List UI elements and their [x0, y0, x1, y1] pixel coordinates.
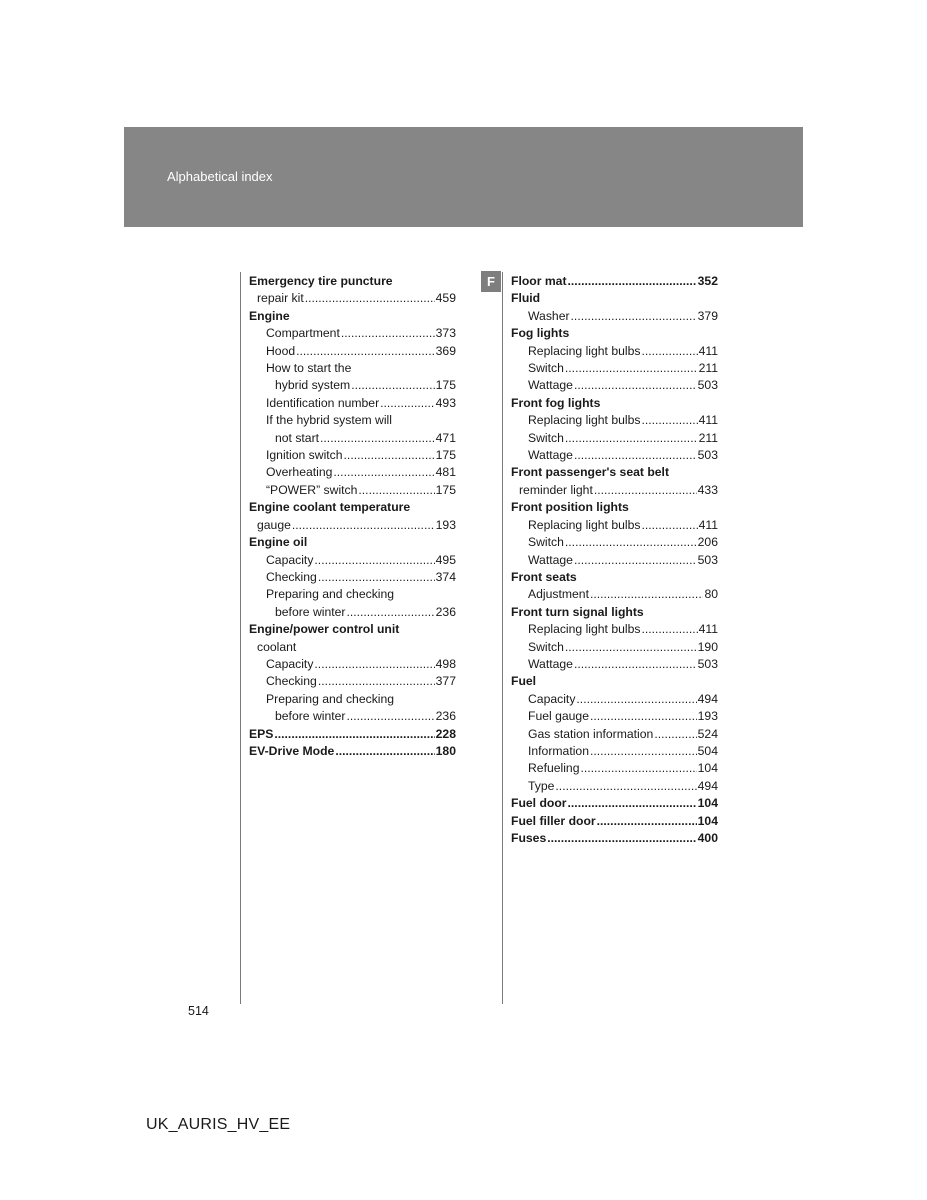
- index-term: Fuses: [511, 831, 547, 845]
- index-page-ref[interactable]: 400: [697, 831, 718, 845]
- dot-leader: [358, 482, 434, 499]
- dot-leader: [335, 743, 434, 760]
- index-term: Preparing and checking: [266, 587, 395, 602]
- index-term: EV-Drive Mode: [249, 743, 335, 758]
- index-term: hybrid system: [275, 378, 351, 393]
- index-term: Replacing light bulbs: [528, 413, 641, 428]
- index-term: Fluid: [511, 291, 541, 306]
- dot-leader: [590, 708, 697, 725]
- index-heading: [511, 673, 718, 690]
- index-subentry: [249, 673, 456, 690]
- index-subentry: [249, 552, 456, 569]
- index-page-ref[interactable]: 459: [435, 291, 456, 306]
- header-band: [124, 127, 803, 227]
- index-term: Checking: [266, 674, 317, 689]
- index-heading: [249, 273, 456, 290]
- index-heading: [511, 813, 718, 830]
- index-subentry: [511, 412, 718, 429]
- dot-leader: [574, 552, 697, 569]
- index-heading: [511, 569, 718, 586]
- index-term: Hood: [266, 343, 296, 358]
- index-subentry: [249, 569, 456, 586]
- index-term: “POWER” switch: [266, 482, 358, 497]
- index-page-ref[interactable]: 206: [697, 535, 718, 550]
- index-subentry: [511, 586, 718, 603]
- dot-leader: [581, 760, 697, 777]
- dot-leader: [590, 743, 697, 760]
- index-page-ref[interactable]: 236: [435, 709, 456, 724]
- index-term: Fuel door: [511, 796, 567, 811]
- index-term: Engine oil: [249, 535, 308, 550]
- index-subentry: [249, 586, 456, 603]
- document-code: UK_AURIS_HV_EE: [146, 1116, 291, 1133]
- index-page-ref[interactable]: 175: [435, 448, 456, 463]
- index-term: not start: [275, 430, 320, 445]
- index-page-ref[interactable]: 495: [435, 552, 456, 567]
- column-divider-right: [502, 272, 503, 1004]
- index-heading: [511, 395, 718, 412]
- index-term: EPS: [249, 726, 274, 741]
- index-page-ref[interactable]: 524: [697, 726, 718, 741]
- index-subentry: [249, 377, 456, 394]
- index-term: before winter: [275, 604, 346, 619]
- index-term: Engine: [249, 308, 290, 323]
- index-subentry: [511, 360, 718, 377]
- index-subentry: [511, 534, 718, 551]
- dot-leader: [318, 673, 435, 690]
- index-subentry: [249, 656, 456, 673]
- index-term: Capacity: [266, 656, 314, 671]
- index-subentry: [249, 412, 456, 429]
- index-page-ref[interactable]: 494: [697, 778, 718, 793]
- index-heading: [249, 308, 456, 325]
- dot-leader: [594, 482, 697, 499]
- index-subentry: [511, 743, 718, 760]
- dot-leader: [574, 447, 697, 464]
- index-subentry: [511, 778, 718, 795]
- index-page-ref[interactable]: 193: [435, 517, 456, 532]
- index-page-ref[interactable]: 228: [435, 726, 456, 741]
- index-subentry: [249, 343, 456, 360]
- index-page-ref[interactable]: 374: [435, 569, 456, 584]
- dot-leader: [568, 273, 697, 290]
- index-term: Switch: [528, 639, 564, 654]
- dot-leader: [346, 708, 434, 725]
- index-heading: [249, 621, 456, 638]
- index-subentry: [511, 308, 718, 325]
- dot-leader: [654, 726, 696, 743]
- index-subentry: [511, 656, 718, 673]
- index-term: Identification number: [266, 395, 380, 410]
- index-term: Wattage: [528, 378, 573, 393]
- index-term: Replacing light bulbs: [528, 517, 641, 532]
- index-heading: [249, 726, 456, 743]
- index-page-ref[interactable]: 504: [697, 743, 718, 758]
- section-letter-tab: F: [481, 271, 501, 292]
- index-term: before winter: [275, 709, 346, 724]
- dot-leader: [641, 517, 697, 534]
- index-page-ref[interactable]: 493: [435, 395, 456, 410]
- index-term: Information: [528, 743, 589, 758]
- dot-leader: [333, 464, 434, 481]
- index-term: Fuel filler door: [511, 813, 596, 828]
- index-page-ref[interactable]: 433: [697, 482, 718, 497]
- index-page-ref[interactable]: 379: [697, 308, 718, 323]
- index-term: Wattage: [528, 656, 573, 671]
- index-subentry: [511, 517, 718, 534]
- index-heading: [511, 325, 718, 342]
- index-term: Capacity: [528, 691, 576, 706]
- index-term: Ignition switch: [266, 448, 343, 463]
- column-divider-left: [240, 272, 241, 1004]
- index-page-ref[interactable]: 104: [697, 796, 718, 811]
- index-heading: [511, 604, 718, 621]
- index-term: Overheating: [266, 465, 333, 480]
- index-subentry: [249, 430, 456, 447]
- index-term: Front turn signal lights: [511, 604, 644, 619]
- index-heading: [511, 290, 718, 307]
- index-subentry: [511, 447, 718, 464]
- index-page-ref[interactable]: 193: [697, 709, 718, 724]
- index-page-ref[interactable]: 373: [435, 326, 456, 341]
- index-term: Checking: [266, 569, 317, 584]
- index-term: Replacing light bulbs: [528, 622, 641, 637]
- index-term: Adjustment: [528, 587, 589, 602]
- index-subentry: [511, 691, 718, 708]
- dot-leader: [571, 308, 697, 325]
- dot-leader: [296, 343, 435, 360]
- dot-leader: [576, 691, 696, 708]
- index-page-ref[interactable]: 503: [697, 656, 718, 671]
- index-term: reminder light: [519, 482, 593, 497]
- dot-leader: [590, 586, 703, 603]
- index-subentry: [249, 691, 456, 708]
- index-page-ref[interactable]: 481: [435, 465, 456, 480]
- index-subentry: [249, 604, 456, 621]
- index-page-ref[interactable]: 471: [435, 430, 456, 445]
- index-term: Gas station information: [528, 726, 654, 741]
- index-subentry: [511, 552, 718, 569]
- index-term: Wattage: [528, 552, 573, 567]
- index-term: Floor mat: [511, 274, 567, 288]
- dot-leader: [380, 395, 435, 412]
- index-subentry: [511, 726, 718, 743]
- dot-leader: [565, 360, 698, 377]
- index-heading: [511, 830, 718, 847]
- index-term: Switch: [528, 361, 564, 376]
- index-subentry: [511, 639, 718, 656]
- dot-leader: [305, 290, 435, 307]
- index-subentry: [249, 464, 456, 481]
- dot-leader: [320, 430, 435, 447]
- dot-leader: [346, 604, 434, 621]
- index-term: Replacing light bulbs: [528, 343, 641, 358]
- dot-leader: [574, 377, 697, 394]
- index-term: Fuel: [511, 674, 537, 689]
- index-subentry: [249, 708, 456, 725]
- index-subentry: [511, 760, 718, 777]
- dot-leader: [341, 325, 435, 342]
- index-term: Emergency tire puncture: [249, 274, 393, 288]
- index-page-ref[interactable]: 411: [698, 622, 718, 637]
- index-subentry: [249, 325, 456, 342]
- index-term: Front fog lights: [511, 395, 601, 410]
- index-subentry: [249, 395, 456, 412]
- index-page-ref[interactable]: 369: [435, 343, 456, 358]
- dot-leader: [318, 569, 435, 586]
- index-heading: [249, 499, 456, 516]
- index-term: Engine/power control unit: [249, 622, 400, 637]
- index-term: coolant: [257, 639, 297, 654]
- index-heading: [511, 482, 718, 499]
- index-term: Washer: [528, 308, 570, 323]
- index-page-ref[interactable]: 211: [698, 430, 718, 445]
- index-subentry: [249, 447, 456, 464]
- index-page-ref[interactable]: 377: [435, 674, 456, 689]
- index-column-left: [249, 273, 456, 760]
- index-page-ref[interactable]: 236: [435, 604, 456, 619]
- dot-leader: [565, 639, 697, 656]
- page-title: Alphabetical index: [167, 169, 273, 184]
- dot-leader: [274, 726, 434, 743]
- index-term: Refueling: [528, 761, 580, 776]
- index-subentry: [511, 621, 718, 638]
- index-term: Front passenger's seat belt: [511, 465, 669, 480]
- dot-leader: [641, 343, 697, 360]
- index-term: gauge: [257, 517, 291, 532]
- index-subentry: [511, 377, 718, 394]
- dot-leader: [565, 534, 697, 551]
- index-page-ref[interactable]: 104: [697, 813, 718, 828]
- index-column-right: [511, 273, 718, 847]
- dot-leader: [314, 656, 434, 673]
- dot-leader: [568, 795, 697, 812]
- index-term: Wattage: [528, 448, 573, 463]
- index-subentry: [249, 360, 456, 377]
- index-term: Compartment: [266, 326, 340, 341]
- index-subentry: [511, 708, 718, 725]
- index-page-ref[interactable]: 494: [697, 691, 718, 706]
- index-subentry: [511, 430, 718, 447]
- index-page-ref[interactable]: 503: [697, 378, 718, 393]
- index-page-ref[interactable]: 503: [697, 552, 718, 567]
- index-heading: [511, 464, 718, 481]
- index-term: Fuel gauge: [528, 709, 589, 724]
- page-number: 514: [188, 1004, 209, 1018]
- index-term: Preparing and checking: [266, 691, 395, 706]
- index-heading: [249, 743, 456, 760]
- index-heading: [511, 795, 718, 812]
- dot-leader: [555, 778, 696, 795]
- dot-leader: [314, 552, 434, 569]
- dot-leader: [292, 517, 435, 534]
- index-term: If the hybrid system will: [266, 413, 392, 428]
- index-term: repair kit: [257, 291, 304, 306]
- dot-leader: [565, 430, 698, 447]
- index-page-ref[interactable]: 411: [698, 517, 718, 532]
- index-page-ref[interactable]: 190: [697, 639, 718, 654]
- index-term: Capacity: [266, 552, 314, 567]
- index-page-ref[interactable]: 180: [435, 743, 456, 758]
- index-page-ref[interactable]: 175: [435, 378, 456, 393]
- index-subentry: [511, 343, 718, 360]
- index-heading: [249, 290, 456, 307]
- dot-leader: [547, 830, 696, 847]
- dot-leader: [641, 412, 697, 429]
- index-page-ref[interactable]: 175: [435, 482, 456, 497]
- index-subentry: [249, 482, 456, 499]
- index-term: Front position lights: [511, 500, 629, 515]
- index-heading: [249, 517, 456, 534]
- index-page-ref[interactable]: 352: [697, 274, 718, 288]
- index-term: Type: [528, 778, 555, 793]
- index-term: How to start the: [266, 361, 352, 376]
- index-page-ref[interactable]: 211: [698, 361, 718, 376]
- dot-leader: [641, 621, 697, 638]
- dot-leader: [597, 813, 697, 830]
- index-term: Fog lights: [511, 326, 570, 341]
- index-term: Switch: [528, 535, 564, 550]
- dot-leader: [574, 656, 697, 673]
- index-page-ref[interactable]: 503: [697, 448, 718, 463]
- index-page-ref[interactable]: 80: [704, 587, 718, 602]
- index-heading: [511, 499, 718, 516]
- index-page-ref[interactable]: 498: [435, 656, 456, 671]
- dot-leader: [344, 447, 435, 464]
- index-term: Engine coolant temperature: [249, 500, 411, 515]
- dot-leader: [351, 377, 434, 394]
- index-page-ref[interactable]: 104: [697, 761, 718, 776]
- index-term: Front seats: [511, 569, 577, 584]
- index-heading: [511, 273, 718, 290]
- index-page-ref[interactable]: 411: [698, 413, 718, 428]
- index-term: Switch: [528, 430, 564, 445]
- index-heading: [249, 639, 456, 656]
- index-heading: [249, 534, 456, 551]
- index-page-ref[interactable]: 411: [698, 343, 718, 358]
